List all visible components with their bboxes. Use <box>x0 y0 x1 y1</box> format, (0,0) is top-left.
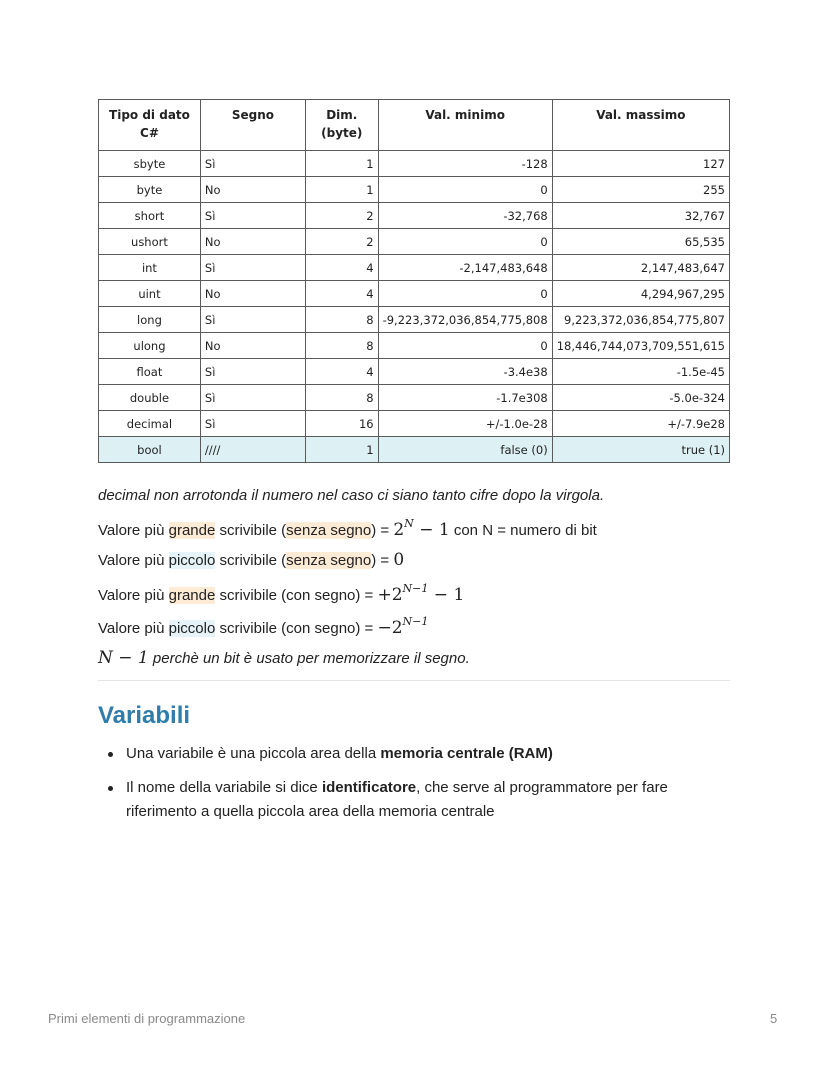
cell-max: 127 <box>552 151 729 177</box>
header-type: Tipo di dato C# <box>99 100 201 151</box>
cell-dim: 1 <box>305 151 378 177</box>
cell-dim: 8 <box>305 333 378 359</box>
text-fragment: Il nome della variabile si dice <box>126 779 322 796</box>
cell-type: int <box>99 255 201 281</box>
bullet-dot-icon <box>108 752 113 757</box>
math-value: 0 <box>393 550 405 570</box>
header-sign: Segno <box>200 100 305 151</box>
cell-sign: Sì <box>200 203 305 229</box>
highlight-senza-segno: senza segno <box>286 552 372 569</box>
data-types-table-wrapper <box>98 99 730 463</box>
section-divider <box>98 680 730 681</box>
formula-signed-min <box>98 615 428 638</box>
cell-sign: //// <box>200 437 305 463</box>
bold-term: memoria centrale (RAM) <box>380 745 553 762</box>
cell-sign: No <box>200 229 305 255</box>
table-row <box>99 359 730 385</box>
cell-min: -2,147,483,648 <box>378 255 552 281</box>
cell-dim: 16 <box>305 411 378 437</box>
text-fragment: con N = numero di bit <box>449 522 597 539</box>
math-exponent: N−1 <box>402 582 429 595</box>
formula-unsigned-min <box>98 550 404 570</box>
cell-dim: 2 <box>305 203 378 229</box>
text-fragment: ) = <box>371 522 394 539</box>
cell-max: 32,767 <box>552 203 729 229</box>
table-row <box>99 203 730 229</box>
cell-dim: 4 <box>305 359 378 385</box>
formula-signed-max <box>98 582 464 605</box>
table-row <box>99 151 730 177</box>
table-body <box>99 151 730 463</box>
decimal-note: decimal non arrotonda il numero nel caso ci siano tanto cifre dopo la virgola. <box>98 487 605 504</box>
cell-max: 65,535 <box>552 229 729 255</box>
cell-dim: 1 <box>305 437 378 463</box>
cell-type: double <box>99 385 201 411</box>
math-base: −2 <box>377 618 403 638</box>
cell-max: +/-7.9e28 <box>552 411 729 437</box>
formula-unsigned-max <box>98 517 597 540</box>
cell-max: 9,223,372,036,854,775,807 <box>552 307 729 333</box>
cell-type: long <box>99 307 201 333</box>
cell-min: -3.4e38 <box>378 359 552 385</box>
table-row <box>99 177 730 203</box>
cell-min: false (0) <box>378 437 552 463</box>
cell-type: bool <box>99 437 201 463</box>
table-row <box>99 255 730 281</box>
math-rest: − 1 <box>428 585 465 605</box>
text-fragment: Una variabile è una piccola area della <box>126 745 381 762</box>
text-fragment: Valore più <box>98 522 169 539</box>
table-row <box>99 411 730 437</box>
cell-min: 0 <box>378 333 552 359</box>
cell-type: byte <box>99 177 201 203</box>
cell-type: short <box>99 203 201 229</box>
text-fragment: perchè un bit è usato per memorizzare il segno. <box>148 650 470 667</box>
cell-min: +/-1.0e-28 <box>378 411 552 437</box>
cell-max: -5.0e-324 <box>552 385 729 411</box>
header-dim-line2: (byte) <box>321 126 363 140</box>
highlight-grande: grande <box>168 522 216 539</box>
cell-type: sbyte <box>99 151 201 177</box>
table-row <box>99 385 730 411</box>
cell-min: -1.7e308 <box>378 385 552 411</box>
bold-term: identificatore <box>321 779 417 796</box>
text-fragment: scrivibile ( <box>215 522 287 539</box>
text-fragment: ) = <box>371 552 394 569</box>
cell-type: uint <box>99 281 201 307</box>
table-row <box>99 281 730 307</box>
cell-sign: Sì <box>200 359 305 385</box>
cell-dim: 8 <box>305 307 378 333</box>
cell-max: 2,147,483,647 <box>552 255 729 281</box>
highlight-grande: grande <box>168 587 216 604</box>
header-dim <box>305 100 378 151</box>
cell-dim: 4 <box>305 281 378 307</box>
cell-min: -128 <box>378 151 552 177</box>
cell-min: -9,223,372,036,854,775,808 <box>378 307 552 333</box>
math-formula: N − 1 <box>98 648 149 668</box>
header-dim-line1: Dim. <box>326 108 358 122</box>
cell-sign: Sì <box>200 307 305 333</box>
cell-dim: 8 <box>305 385 378 411</box>
math-formula <box>377 582 465 605</box>
highlight-piccolo: piccolo <box>168 620 216 637</box>
table-row <box>99 229 730 255</box>
sign-bit-note <box>98 648 470 668</box>
cell-max: -1.5e-45 <box>552 359 729 385</box>
cell-max: 4,294,967,295 <box>552 281 729 307</box>
table-row <box>99 307 730 333</box>
highlight-piccolo: piccolo <box>168 552 216 569</box>
list-item <box>98 742 730 766</box>
text-fragment: scrivibile (con segno) = <box>215 620 378 637</box>
math-base: +2 <box>377 585 403 605</box>
cell-sign: Sì <box>200 151 305 177</box>
cell-sign: Sì <box>200 255 305 281</box>
math-rest: − 1 <box>413 520 450 540</box>
cell-min: 0 <box>378 177 552 203</box>
math-exponent: N <box>404 517 414 530</box>
text-fragment: Valore più <box>98 587 169 604</box>
cell-sign: No <box>200 281 305 307</box>
cell-max: true (1) <box>552 437 729 463</box>
cell-type: ushort <box>99 229 201 255</box>
highlight-senza-segno: senza segno <box>286 522 372 539</box>
cell-min: 0 <box>378 281 552 307</box>
cell-min: -32,768 <box>378 203 552 229</box>
table-row <box>99 333 730 359</box>
text-fragment: Valore più <box>98 552 169 569</box>
cell-type: decimal <box>99 411 201 437</box>
text-fragment: scrivibile ( <box>215 552 287 569</box>
math-base: 2 <box>393 520 405 540</box>
footer-title: Primi elementi di programmazione <box>48 1011 246 1026</box>
cell-sign: No <box>200 333 305 359</box>
table-row <box>99 437 730 463</box>
cell-dim: 4 <box>305 255 378 281</box>
cell-sign: Sì <box>200 411 305 437</box>
bullet-list <box>98 742 730 834</box>
table-header-row <box>99 100 730 151</box>
data-types-table <box>98 99 730 463</box>
cell-dim: 1 <box>305 177 378 203</box>
cell-min: 0 <box>378 229 552 255</box>
text-fragment: Valore più <box>98 620 169 637</box>
math-exponent: N−1 <box>402 615 429 628</box>
bullet-dot-icon <box>108 786 113 791</box>
math-formula <box>393 517 450 540</box>
text-fragment: scrivibile (con segno) = <box>215 587 378 604</box>
cell-type: float <box>99 359 201 385</box>
math-formula <box>377 615 429 638</box>
cell-max: 18,446,744,073,709,551,615 <box>552 333 729 359</box>
text-fragment: , che serve al programmatore per fare riferimento a quella piccola area della memoria centrale <box>126 779 668 820</box>
header-max: Val. massimo <box>552 100 729 151</box>
header-min: Val. minimo <box>378 100 552 151</box>
page-number: 5 <box>770 1011 778 1026</box>
cell-dim: 2 <box>305 229 378 255</box>
cell-max: 255 <box>552 177 729 203</box>
list-item <box>98 776 730 824</box>
cell-type: ulong <box>99 333 201 359</box>
cell-sign: Sì <box>200 385 305 411</box>
cell-sign: No <box>200 177 305 203</box>
section-title: Variabili <box>98 702 191 729</box>
